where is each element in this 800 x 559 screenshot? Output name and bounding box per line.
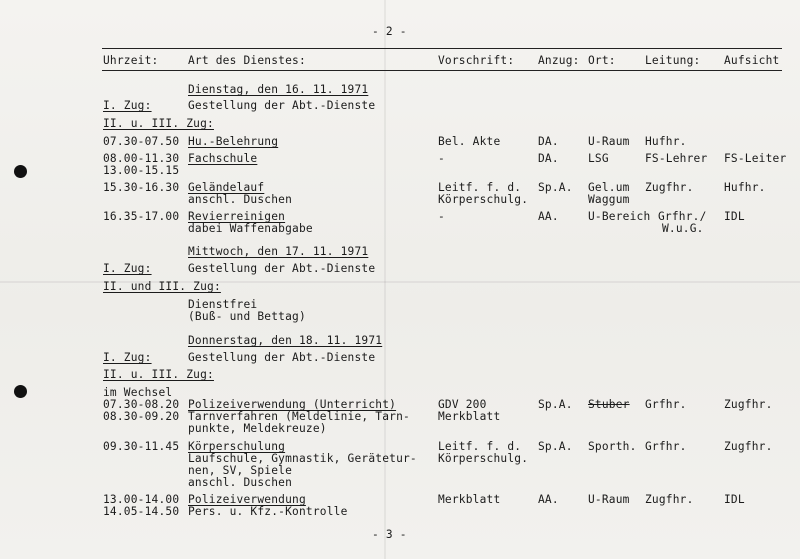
regulation-cell: Merkblatt (438, 493, 501, 506)
col-header-time: Uhrzeit: (103, 54, 159, 67)
fold-line (384, 0, 386, 559)
platoon-text: Gestellung der Abt.-Dienste (188, 351, 376, 364)
attire-cell: Sp.A. (538, 440, 573, 453)
attire-cell: DA. (538, 135, 559, 148)
regulation-cell: Merkblatt (438, 410, 501, 423)
attire-cell: Sp.A. (538, 181, 573, 194)
day-heading: Mittwoch, den 17. 11. 1971 (188, 245, 369, 258)
regulation-cell: - (438, 210, 445, 223)
platoon-label: I. Zug: (103, 351, 152, 364)
time-cell: 09.30-11.45 (103, 440, 180, 453)
col-header-lead: Leitung: (645, 54, 701, 67)
col-header-regulation: Vorschrift: (438, 54, 515, 67)
col-header-supervision: Aufsicht (724, 54, 780, 67)
service-title: Hu.-Belehrung (188, 135, 279, 148)
supervision-cell: Zugfhr. (724, 440, 773, 453)
platoon-text: Gestellung der Abt.-Dienste (188, 99, 376, 112)
place-cell: Stuber (588, 398, 630, 411)
supervision-cell: Hufhr. (724, 181, 766, 194)
col-header-place: Ort: (588, 54, 616, 67)
service-detail: Dienstfrei (188, 298, 258, 311)
time-cell: 16.35-17.00 (103, 210, 180, 223)
time-cell: 15.30-16.30 (103, 181, 180, 194)
time-cell: 08.00-11.30 (103, 152, 180, 165)
day-heading: Dienstag, den 16. 11. 1971 (188, 83, 369, 96)
attire-cell: DA. (538, 152, 559, 165)
service-detail: Pers. u. Kfz.-Kontrolle (188, 505, 348, 518)
regulation-cell: Leitf. f. d. (438, 181, 522, 194)
lead-cell: Grfhr. (645, 440, 687, 453)
service-title: Revierreinigen (188, 210, 286, 223)
service-detail: anschl. Duschen (188, 476, 293, 489)
header-rule-top (102, 48, 782, 49)
punch-hole (14, 385, 27, 398)
platoon-label: II. und III. Zug: (103, 280, 221, 293)
col-header-attire: Anzug: (538, 54, 580, 67)
service-title: Geländelauf (188, 181, 265, 194)
platoon-label: II. u. III. Zug: (103, 117, 214, 130)
place-cell: U-Bereich (588, 210, 651, 223)
regulation-cell: - (438, 152, 445, 165)
place-cell: Waggum (588, 193, 630, 206)
supervision-cell: IDL (724, 493, 745, 506)
header-rule-bottom (102, 70, 782, 71)
lead-cell: Zugfhr. (645, 493, 694, 506)
service-detail: Laufschule, Gymnastik, Gerätetur- (188, 452, 417, 465)
place-cell: LSG (588, 152, 609, 165)
place-cell: U-Raum (588, 135, 630, 148)
service-title: Polizeiverwendung (Unterricht) (188, 398, 397, 411)
place-cell: Sporth. (588, 440, 637, 453)
regulation-cell: Bel. Akte (438, 135, 501, 148)
service-detail: dabei Waffenabgabe (188, 222, 313, 235)
lead-cell: Hufhr. (645, 135, 687, 148)
platoon-text: Gestellung der Abt.-Dienste (188, 262, 376, 275)
lead-cell: Grfhr. (645, 398, 687, 411)
service-detail: punkte, Meldekreuze) (188, 422, 327, 435)
place-cell: U-Raum (588, 493, 630, 506)
service-detail: (Buß- und Bettag) (188, 310, 306, 323)
service-title: Polizeiverwendung (188, 493, 306, 506)
page-number-top: - 2 - (372, 25, 407, 38)
day-heading: Donnerstag, den 18. 11. 1971 (188, 334, 383, 347)
time-cell: 13.00-15.15 (103, 164, 180, 177)
supervision-cell: IDL (724, 210, 745, 223)
lead-cell: W.u.G. (662, 222, 704, 235)
regulation-cell: Körperschulg. (438, 452, 529, 465)
time-cell: 14.05-14.50 (103, 505, 180, 518)
attire-cell: Sp.A. (538, 398, 573, 411)
service-detail: Tarnverfahren (Meldelinie, Tarn- (188, 410, 410, 423)
lead-cell: FS-Lehrer (645, 152, 708, 165)
supervision-cell: FS-Leiter (724, 152, 787, 165)
time-cell: 08.30-09.20 (103, 410, 180, 423)
time-cell: 07.30-08.20 (103, 398, 180, 411)
time-cell: 07.30-07.50 (103, 135, 180, 148)
punch-hole (14, 165, 27, 178)
regulation-cell: Leitf. f. d. (438, 440, 522, 453)
attire-cell: AA. (538, 210, 559, 223)
page-number-bottom: - 3 - (372, 528, 407, 541)
service-detail: nen, SV, Spiele (188, 464, 293, 477)
service-detail: anschl. Duschen (188, 193, 293, 206)
attire-cell: AA. (538, 493, 559, 506)
platoon-label: II. u. III. Zug: (103, 368, 214, 381)
col-header-type: Art des Dienstes: (188, 54, 306, 67)
time-cell: 13.00-14.00 (103, 493, 180, 506)
supervision-cell: Zugfhr. (724, 398, 773, 411)
regulation-cell: Körperschulg. (438, 193, 529, 206)
place-cell: Gel.um (588, 181, 630, 194)
alternating-note: im Wechsel (103, 386, 173, 399)
platoon-label: I. Zug: (103, 262, 152, 275)
regulation-cell: GDV 200 (438, 398, 487, 411)
lead-cell: Grfhr./ (658, 210, 707, 223)
service-title: Fachschule (188, 152, 258, 165)
service-title: Körperschulung (188, 440, 286, 453)
platoon-label: I. Zug: (103, 99, 152, 112)
lead-cell: Zugfhr. (645, 181, 694, 194)
